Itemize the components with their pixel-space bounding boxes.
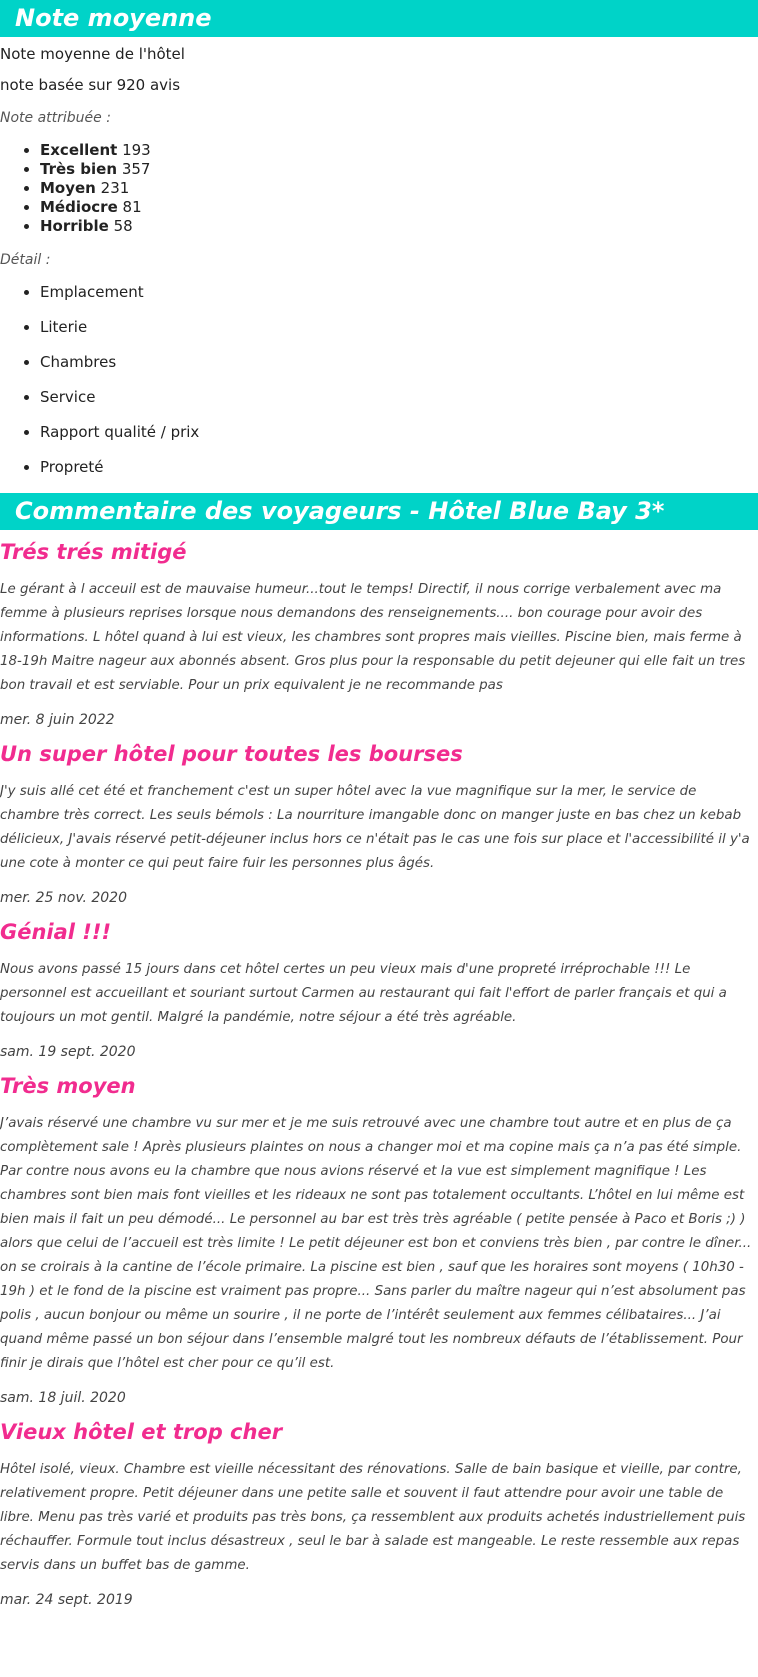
- review-title: Trés trés mitigé: [0, 540, 187, 564]
- review-count-text: note basée sur 920 avis: [0, 76, 181, 94]
- detail-item-emplacement: • Emplacement: [40, 283, 758, 302]
- rating-label: Excellent: [40, 141, 118, 159]
- rating-label: Très bien: [40, 160, 118, 178]
- rating-count: 231: [100, 179, 130, 197]
- review-date: mer. 8 juin 2022: [0, 712, 115, 728]
- detail-label: Détail :: [0, 252, 51, 268]
- review-date: sam. 19 sept. 2020: [0, 1044, 136, 1060]
- rating-summary-section: [0, 0, 758, 477]
- review-title: Un super hôtel pour toutes les bourses: [0, 742, 463, 766]
- reviews-header: Commentaire des voyageurs - Hôtel Blue Bay 3*: [0, 493, 758, 530]
- review-date: mar. 24 sept. 2019: [0, 1592, 133, 1608]
- rating-item-moyen: [40, 179, 758, 198]
- review-title: Très moyen: [0, 1074, 136, 1098]
- review-body: Hôtel isolé, vieux. Chambre est vieille nécessitant des rénovations. Salle de bain basique et vieille, par contre, relativement propre. Petit déjeuner dans une petite salle et souvent il faut attendre pour avoir une table de libre. Menu pas très varié et produits pas très bons, ça ressemblent aux produits achetés industriellement puis réchauffer. Formule tout inclus désastreux , seul le bar à salade est mangeable. Le reste ressemble aux repas servis dans un buffet bas de gamme.: [0, 1462, 746, 1573]
- review-date: sam. 18 juil. 2020: [0, 1390, 126, 1406]
- rating-item-tres-bien: [40, 160, 758, 179]
- review-body: Le gérant à l acceuil est de mauvaise humeur...tout le temps! Directif, il nous corrige verbalement avec ma femme à plusieurs reprises lorsque nous demandons des renseignements.... bon courage pour avoir des informations. L hôtel quand à lui est vieux, les chambres sont propres mais vieilles. Piscine bien, mais ferme à 18-19h Maitre nageur aux abonnés absent. Gros plus pour la responsable du petit dejeuner qui elle fait un tres bon travail et est serviable. Pour un prix equivalent je ne recommande pas: [0, 582, 746, 693]
- average-rating-label: Note moyenne de l'hôtel: [0, 45, 185, 63]
- rating-label: Horrible: [40, 217, 109, 235]
- review-item: [0, 740, 758, 906]
- detail-item-service: • Service: [40, 388, 758, 407]
- review-date: mer. 25 nov. 2020: [0, 890, 127, 906]
- detail-item-rapport-qualite-prix: • Rapport qualité / prix: [40, 423, 758, 442]
- rating-item-horrible: [40, 217, 758, 236]
- review-item: [0, 538, 758, 728]
- rating-item-excellent: [40, 141, 758, 160]
- rating-summary-header: Note moyenne: [0, 0, 758, 37]
- rating-count: 58: [113, 217, 133, 235]
- review-title: Génial !!!: [0, 920, 112, 944]
- review-title: Vieux hôtel et trop cher: [0, 1420, 283, 1444]
- review-item: [0, 918, 758, 1060]
- review-body: Nous avons passé 15 jours dans cet hôtel certes un peu vieux mais d'une propreté irréprochable !!! Le personnel est accueillant et souriant surtout Carmen au restaurant qui fait l'effort de parler français et qui a toujours un mot gentil. Malgré la pandémie, notre séjour a été très agréable.: [0, 962, 727, 1025]
- detail-item-literie: • Literie: [40, 318, 758, 337]
- review-item: [0, 1072, 758, 1406]
- rating-item-mediocre: [40, 198, 758, 217]
- rating-count: 193: [122, 141, 151, 159]
- detail-item-chambres: • Chambres: [40, 353, 758, 372]
- reviews-section: [0, 493, 758, 1608]
- ratings-list: [0, 141, 758, 236]
- ratings-label: Note attribuée :: [0, 110, 111, 126]
- review-body: J'y suis allé cet été et franchement c'est un super hôtel avec la vue magnifique sur la mer, le service de chambre très correct. Les seuls bémols : La nourriture imangable donc on manger juste en bas chez un kebab délicieux, J'avais réservé petit-déjeuner inclus hors ce n'était pas le cas une fois sur place et l'accessibilité il y'a une cote à monter ce qui peut faire fuir les personnes plus âgés.: [0, 784, 750, 871]
- rating-label: Médiocre: [40, 198, 118, 216]
- rating-count: 357: [121, 160, 151, 178]
- rating-label: Moyen: [40, 179, 96, 197]
- rating-count: 81: [122, 198, 142, 216]
- detail-item-proprete: • Propreté: [40, 458, 758, 477]
- review-body: J’avais réservé une chambre vu sur mer et je me suis retrouvé avec une chambre tout autre et en plus de ça complètement sale ! Après plusieurs plaintes on nous a changer moi et ma copine mais ça n’a pas été simple. Par contre nous avons eu la chambre que nous avions réservé et la vue est simplement magnifique ! Les chambres sont bien mais font vieilles et les rideaux ne sont pas totalement occultants. L’hôtel en lui même est bien mais il fait un peu démodé... Le personnel au bar est très très agréable ( petite pensée à Paco et Boris ;) ) alors que celui de l’accueil est très limite ! Le petit déjeuner est bon et conviens très bien , par contre le dîner... on se croirais à la cantine de l’école primaire. La piscine est bien , sauf que les horaires sont moyens ( 10h30 - 19h ) et le fond de la piscine est vraiment pas propre... Sans parler du maître nageur qui n’est absolument pas polis , aucun bonjour ou même un sourire , il ne porte de l’intérêt seulement aux femmes célibataires... J’ai quand même passé un bon séjour dans l’ensemble malgré tout les nombreux défauts de l’établissement. Pour finir je dirais que l’hôtel est cher pour ce qu’il est.: [0, 1116, 752, 1371]
- review-item: [0, 1418, 758, 1608]
- detail-list: [0, 283, 758, 477]
